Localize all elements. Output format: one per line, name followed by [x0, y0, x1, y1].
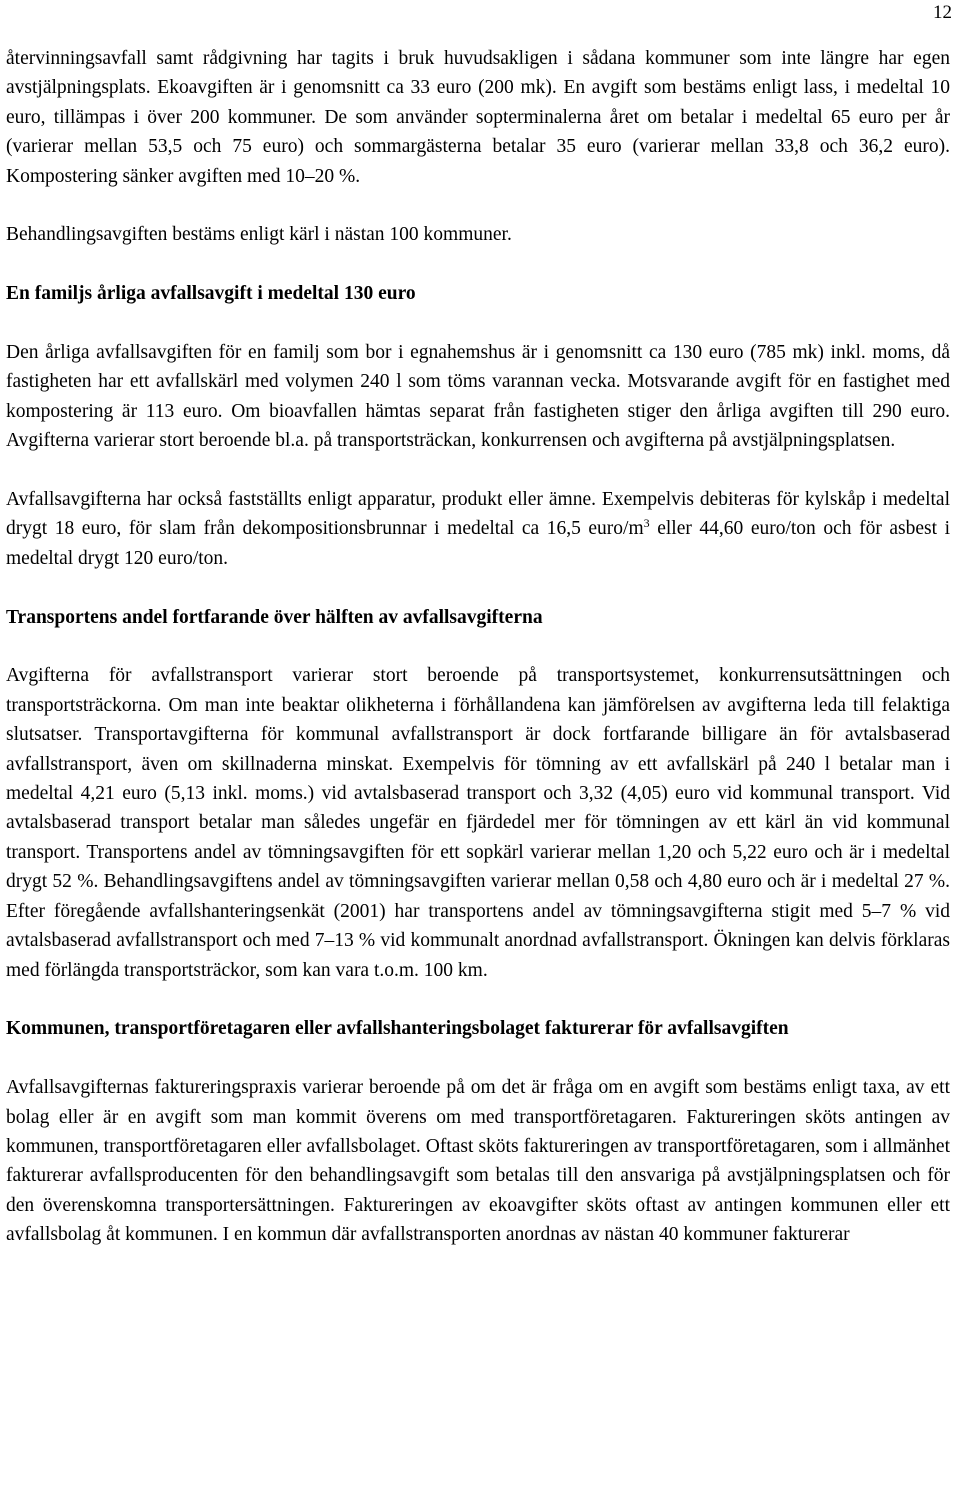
apparatus-fees-text-end: eller 44,60 euro/ton och för asbest i medeltal drygt 120 euro/ton. — [6, 518, 950, 569]
paragraph-invoicing: Avfallsavgifternas faktureringspraxis varierar beroende på om det är fråga om en avgift som bestäms enligt taxa, av ett bolag eller är en avgift som man kommit överens om med transportföretagaren. Faktureringen sköts antingen av kommunen, transportföretagaren eller avfallsbolaget. Oftast sköts faktureringen av transportföretagaren, som i allmänhet fakturerar avfallsproducenten för den behandlingsavgift som betalas till den ansvariga på avstjälpningsplatsen och för den överenskomna transportersättningen. Faktureringen av ekoavgifter sköts oftast av antingen kommunen eller ett avfallsbolag åt kommunen. I en kommun där avfallstransporten anordnas av nästan 40 kommuner fakturerar — [6, 1077, 950, 1246]
paragraph-behandlingsavgift: Behandlingsavgiften bestäms enligt kärl i nästan 100 kommuner. — [6, 224, 512, 246]
apparatus-fees-text: Avfallsavgifterna har också fastställts enligt apparatur, produkt eller ämne. Exempelvis debiteras för kylskåp i medeltal drygt 18 euro, för slam från dekompositionsbrunnar i medeltal ca 16,5 euro/m — [6, 489, 950, 540]
page-number: 12 — [933, 2, 952, 23]
document-body — [6, 44, 950, 1250]
paragraph-ekoavgift: återvinningsavfall samt rådgivning har tagits i bruk huvudsakligen i sådana kommuner som inte längre har egen avstjälpningsplats. Ekoavgiften är i genomsnitt ca 33 euro (200 mk). En avgift som bestäms enligt lass, i medeltal 10 euro, tillämpas i över 200 kommuner. De som använder sopterminalerna året om betalar i medeltal 65 euro per år (varierar mellan 53,5 och 75 euro) och sommargästerna betalar 35 euro (varierar mellan 33,8 och 36,2 euro). Kompostering sänker avgiften med 10–20 %. — [6, 48, 950, 187]
paragraph-apparatus-fees — [6, 485, 950, 573]
section-heading-transport-share: Transportens andel fortfarande över hälften av avfallsavgifterna — [6, 606, 543, 628]
paragraph-family-fee: Den årliga avfallsavgiften för en familj som bor i egnahemshus är i genomsnitt ca 130 euro (785 mk) inkl. moms, då fastigheten har ett avfallskärl med volymen 240 l som töms varannan vecka. Motsvarande avgift för en fastighet med kompostering är 113 euro. Om bioavfallen hämtas separat från fastigheten stiger den årliga avgiften till 290 euro. Avgifterna varierar stort beroende bl.a. på transportsträckan, konkurrensen och avgifterna på avstjälpningsplatsen. — [6, 342, 950, 452]
paragraph-transport-fees: Avgifterna för avfallstransport varierar stort beroende på transportsystemet, konkurrensutsättningen och transportsträckorna. Om man inte beaktar olikheterna i förhållandena kan jämförelsen av avgifterna leda till felaktiga slutsatser. Transportavgifterna för kommunal avfallstransport är dock fortfarande billigare än för avtalsbaserad avfallstransport, även om skillnaderna minskat. Exempelvis för tömning av ett avfallskärl på 240 l betalar man i medeltal 4,21 euro (5,13 inkl. moms.) vid avtalsbaserad transport och 3,32 (4,05) euro vid kommunal transport. Vid avtalsbaserad transport betalar man således ungefär en fjärdedel mer för tömningen av ett kärl än vid kommunal transport. Transportens andel av tömningsavgiften för ett sopkärl varierar mellan 1,20 och 5,22 euro och är i medeltal drygt 52 %. Behandlingsavgiftens andel av tömningsavgiften varierar mellan 0,58 och 4,80 euro och är i medeltal 27 %. Efter föregående avfallshanteringsenkät (2001) har transportens andel av tömningsavgifterna stigit med 5–7 % vid avtalsbaserad avfallstransport och med 7–13 % vid kommunalt anordnad avfallstransport. Ökningen kan delvis förklaras med förlängda transportsträckor, som kan vara t.o.m. 100 km. — [6, 665, 950, 981]
section-heading-family-fee: En familjs årliga avfallsavgift i medeltal 130 euro — [6, 283, 416, 305]
section-heading-invoicing: Kommunen, transportföretagaren eller avfallshanteringsbolaget fakturerar för avfallsavgiften — [6, 1018, 789, 1040]
superscript-cubic: 3 — [643, 516, 650, 531]
